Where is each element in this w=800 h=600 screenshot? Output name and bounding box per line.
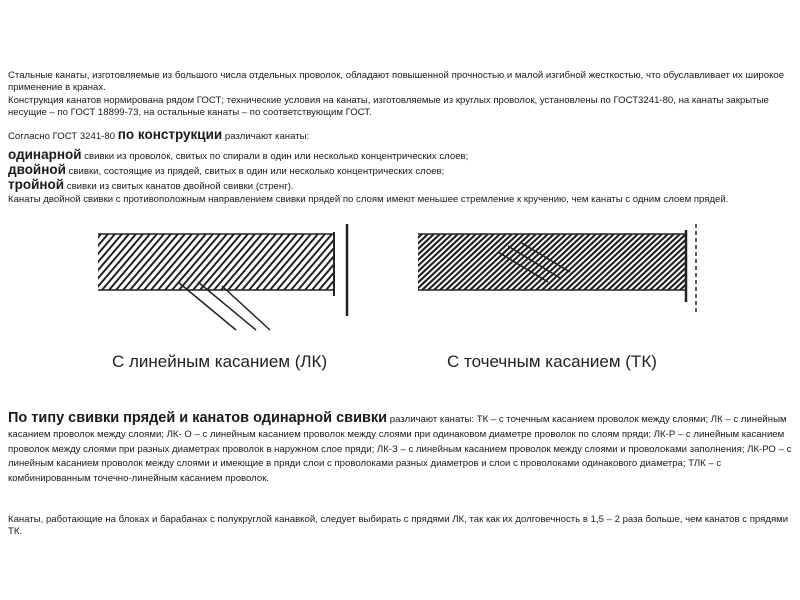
strand-wire-line <box>235 234 283 290</box>
strand-wire-line <box>249 234 297 290</box>
intro-line-1: Стальные канаты, изготовляемые из большого числа отдельных проволок, обладают повышенной прочностью и малой изгибной жесткостью, что обуславливает их широкое применение в кранах. <box>8 70 785 94</box>
strand-wire-line <box>221 234 269 290</box>
caption-tk: С точечным касанием (ТК) <box>447 352 657 371</box>
strand-wire-line <box>25 234 73 290</box>
strand-wire-line <box>362 234 392 262</box>
strand-wire-line <box>380 234 410 262</box>
strand-wire-line <box>158 234 206 290</box>
strand-wire-line <box>698 262 728 290</box>
strand-wire-line <box>277 234 325 290</box>
strand-wire-line <box>39 234 87 290</box>
gost-emphasis: по конструкции <box>117 127 223 142</box>
strand-wire-line <box>344 262 374 290</box>
strand-wire-line <box>53 234 101 290</box>
strand-wire-line <box>151 234 199 290</box>
type-item <box>8 178 792 193</box>
rope-contact-figure <box>0 222 800 402</box>
gost-line <box>8 128 792 143</box>
rope-types-list <box>8 148 792 206</box>
strand-wire-line <box>144 234 192 290</box>
strand-wire-line <box>704 262 734 290</box>
twist-type-body: различают канаты: ТК – с точечным касанием проволок между слоями; ЛК – с линейным касанием проволок между слоями; ЛК- О – с линейным касанием проволок между слоями при одинаковом диаметре проволок по слоям пряди; ЛК-Р – с линейным касанием проволок между слоями при разных диаметрах проволок в наружном слое пряди; ЛК-З – с линейным касанием проволок между слоями и проволоками заполнения; ЛК-РО – с линейным касанием проволок между слоями и имеющие в пряди слои с проволоками разных диаметров и слои с проволоками одинакового диаметра; ТЛК – с комбинированным точечно-линейным касанием проволок. <box>8 414 792 485</box>
strand-wire-line <box>368 234 398 262</box>
strand-wire-line <box>333 234 381 290</box>
strand-wire-line <box>344 234 374 262</box>
strand-wire-line <box>386 262 416 290</box>
strand-wire-line <box>298 234 346 290</box>
type-term: двойной <box>8 162 66 177</box>
type-term: одинарной <box>8 147 82 162</box>
strand-wire-line <box>392 234 422 262</box>
strand-wire-line <box>380 262 410 290</box>
strand-wire-line <box>137 234 185 290</box>
tk-strand-hatching <box>338 234 734 290</box>
tk-rope-illustration <box>338 224 734 314</box>
strand-wire-line <box>704 234 734 262</box>
strand-wire-line <box>686 234 716 262</box>
intro-line-2: Конструкция канатов нормирована рядом ГОСТ; технические условия на канаты, изготовляемые из круглых проволок, установлены по ГОСТ3241-80, на канаты закрытые несущие – по ГОСТ 18899-73, на остальные канаты – по соответствующим ГОСТ. <box>8 94 769 119</box>
strand-wire-line <box>686 262 716 290</box>
strand-wire-line <box>67 234 115 290</box>
final-paragraph: Канаты, работающие на блоках и барабанах с полукруглой канавкой, следует выбирать с прядями ЛК, так как их долговечность в 1,5 – 2 раза больше, чем канатов с прядями ТК. <box>8 514 789 538</box>
strand-wire-line <box>338 234 368 262</box>
strand-wire-line <box>123 234 171 290</box>
intro-text <box>8 70 792 120</box>
strand-wire-line <box>319 234 367 290</box>
strand-wire-line <box>60 234 108 290</box>
strand-wire-line <box>392 262 422 290</box>
strand-wire-line <box>228 234 276 290</box>
strand-wire-line <box>207 234 255 290</box>
type-term: тройной <box>8 177 65 192</box>
strand-wire-line <box>186 234 234 290</box>
strand-wire-line <box>32 234 80 290</box>
strand-wire-line <box>200 234 248 290</box>
twist-type-lead: По типу свивки прядей и канатов одинарной свивки <box>8 410 388 426</box>
strand-wire-line <box>356 234 386 262</box>
strand-wire-line <box>256 234 304 290</box>
strand-wire-line <box>347 234 395 290</box>
strand-wire-line <box>109 234 157 290</box>
strand-wire-line <box>362 262 392 290</box>
strand-wire-line <box>46 234 94 290</box>
type-desc: свивки, состоящие из прядей, свитых в один или несколько концентрических слоев; <box>65 166 445 177</box>
strand-wire-line <box>338 262 368 290</box>
strand-wire-line <box>88 234 136 290</box>
type-item <box>8 163 792 178</box>
gost-suffix: различают канаты: <box>222 131 310 142</box>
strand-wire-line <box>116 234 164 290</box>
strand-wire-line <box>698 234 728 262</box>
strand-wire-line <box>74 234 122 290</box>
gost-prefix: Согласно ГОСТ 3241-80 <box>8 131 118 142</box>
twist-note: Канаты двойной свивки с противоположным направлением свивки прядей по слоям имеют меньшее стремление к кручению, чем канаты с одним слоем прядей. <box>8 194 729 205</box>
strand-wire-line <box>356 262 386 290</box>
type-desc: свивки из проволок, свитых по спирали в один или несколько концентрических слоев; <box>81 151 469 162</box>
strand-wire-line <box>350 262 380 290</box>
strand-wire-line <box>386 234 416 262</box>
type-desc: свивки из свитых канатов двойной свивки (стренг). <box>64 181 294 192</box>
strand-wire-line <box>172 234 220 290</box>
strand-wire-line <box>102 234 150 290</box>
strand-wire-line <box>242 234 290 290</box>
strand-wire-line <box>312 234 360 290</box>
strand-wire-line <box>263 234 311 290</box>
strand-wire-line <box>81 234 129 290</box>
strand-wire-line <box>284 234 332 290</box>
lk-strand-hatching <box>18 234 395 290</box>
lk-rope-illustration <box>18 224 395 330</box>
caption-lk: С линейным касанием (ЛК) <box>112 352 328 371</box>
strand-wire-line <box>270 234 318 290</box>
type-item <box>8 148 792 163</box>
strand-wire-line <box>18 234 66 290</box>
twist-type-paragraph <box>8 412 792 486</box>
strand-wire-line <box>179 234 227 290</box>
strand-wire-line <box>291 234 339 290</box>
strand-wire-line <box>165 234 213 290</box>
strand-wire-line <box>130 234 178 290</box>
strand-wire-line <box>374 234 404 262</box>
strand-wire-line <box>374 262 404 290</box>
strand-wire-line <box>350 234 380 262</box>
strand-wire-line <box>95 234 143 290</box>
strand-wire-line <box>214 234 262 290</box>
strand-wire-line <box>193 234 241 290</box>
strand-wire-line <box>368 262 398 290</box>
